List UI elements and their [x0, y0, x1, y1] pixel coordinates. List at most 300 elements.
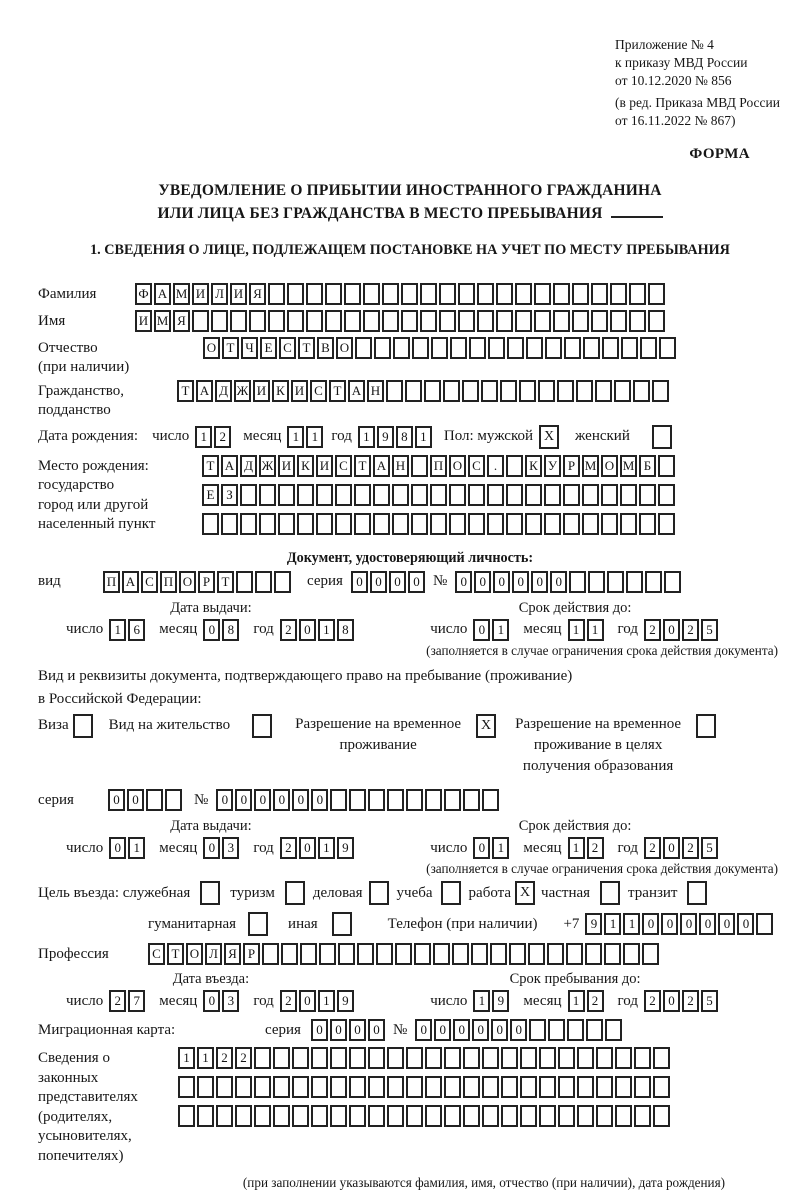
- char-box[interactable]: [469, 337, 486, 359]
- char-box[interactable]: [515, 283, 532, 305]
- char-box[interactable]: [659, 337, 676, 359]
- char-box[interactable]: А: [373, 455, 390, 477]
- char-box[interactable]: Н: [367, 380, 384, 402]
- char-box[interactable]: [545, 337, 562, 359]
- char-box[interactable]: [482, 1105, 499, 1127]
- char-box[interactable]: [259, 513, 276, 535]
- char-box[interactable]: И: [278, 455, 295, 477]
- char-box[interactable]: Т: [202, 455, 219, 477]
- char-box[interactable]: [600, 881, 620, 905]
- char-box[interactable]: Л: [211, 283, 228, 305]
- char-box[interactable]: [544, 484, 561, 506]
- char-box[interactable]: Ф: [135, 283, 152, 305]
- char-box[interactable]: [520, 1047, 537, 1069]
- char-box[interactable]: 0: [415, 1019, 432, 1041]
- char-box[interactable]: [482, 789, 499, 811]
- char-box[interactable]: [534, 310, 551, 332]
- char-box[interactable]: Т: [167, 943, 184, 965]
- char-box[interactable]: [382, 283, 399, 305]
- char-box[interactable]: П: [430, 455, 447, 477]
- char-box[interactable]: [335, 484, 352, 506]
- char-box[interactable]: [506, 484, 523, 506]
- char-box[interactable]: [634, 1047, 651, 1069]
- char-box[interactable]: Е: [202, 484, 219, 506]
- char-box[interactable]: 2: [644, 990, 661, 1012]
- char-box[interactable]: 0: [455, 571, 472, 593]
- char-box[interactable]: [452, 943, 469, 965]
- char-box[interactable]: 2: [644, 837, 661, 859]
- char-box[interactable]: [373, 484, 390, 506]
- char-box[interactable]: 0: [292, 789, 309, 811]
- char-box[interactable]: [506, 513, 523, 535]
- char-box[interactable]: [344, 310, 361, 332]
- char-box[interactable]: [406, 789, 423, 811]
- char-box[interactable]: [420, 310, 437, 332]
- char-box[interactable]: Т: [177, 380, 194, 402]
- char-box[interactable]: 0: [531, 571, 548, 593]
- char-box[interactable]: [450, 337, 467, 359]
- char-box[interactable]: 9: [585, 913, 602, 935]
- char-box[interactable]: [387, 1076, 404, 1098]
- char-box[interactable]: [292, 1047, 309, 1069]
- char-box[interactable]: И: [135, 310, 152, 332]
- char-box[interactable]: [626, 571, 643, 593]
- char-box[interactable]: [458, 310, 475, 332]
- char-box[interactable]: [653, 1105, 670, 1127]
- char-box[interactable]: [306, 310, 323, 332]
- char-box[interactable]: [387, 789, 404, 811]
- char-box[interactable]: [620, 484, 637, 506]
- char-box[interactable]: С: [335, 455, 352, 477]
- char-box[interactable]: [386, 380, 403, 402]
- char-box[interactable]: И: [291, 380, 308, 402]
- char-box[interactable]: 1: [306, 426, 323, 448]
- char-box[interactable]: [292, 1105, 309, 1127]
- char-box[interactable]: [202, 513, 219, 535]
- char-box[interactable]: [165, 789, 182, 811]
- char-box[interactable]: [411, 513, 428, 535]
- char-box[interactable]: К: [297, 455, 314, 477]
- char-box[interactable]: 0: [472, 1019, 489, 1041]
- char-box[interactable]: [500, 380, 517, 402]
- char-box[interactable]: [357, 943, 374, 965]
- char-box[interactable]: [615, 1105, 632, 1127]
- char-box[interactable]: [481, 380, 498, 402]
- char-box[interactable]: 0: [663, 837, 680, 859]
- char-box[interactable]: X: [515, 881, 535, 905]
- char-box[interactable]: 0: [109, 837, 126, 859]
- char-box[interactable]: [482, 1047, 499, 1069]
- char-box[interactable]: [615, 1047, 632, 1069]
- char-box[interactable]: [444, 789, 461, 811]
- char-box[interactable]: [439, 310, 456, 332]
- char-box[interactable]: [515, 310, 532, 332]
- char-box[interactable]: [287, 310, 304, 332]
- char-box[interactable]: [349, 1076, 366, 1098]
- char-box[interactable]: О: [601, 455, 618, 477]
- char-box[interactable]: [268, 310, 285, 332]
- char-box[interactable]: [633, 380, 650, 402]
- char-box[interactable]: 1: [492, 837, 509, 859]
- char-box[interactable]: [430, 484, 447, 506]
- char-box[interactable]: [648, 310, 665, 332]
- char-box[interactable]: [648, 283, 665, 305]
- char-box[interactable]: [240, 513, 257, 535]
- char-box[interactable]: С: [310, 380, 327, 402]
- char-box[interactable]: 8: [396, 426, 413, 448]
- char-box[interactable]: Р: [243, 943, 260, 965]
- char-box[interactable]: 2: [280, 619, 297, 641]
- char-box[interactable]: [401, 283, 418, 305]
- char-box[interactable]: [236, 571, 253, 593]
- char-box[interactable]: [252, 714, 272, 738]
- char-box[interactable]: [569, 571, 586, 593]
- char-box[interactable]: [368, 1105, 385, 1127]
- char-box[interactable]: [297, 484, 314, 506]
- char-box[interactable]: [577, 1047, 594, 1069]
- char-box[interactable]: [528, 943, 545, 965]
- char-box[interactable]: А: [348, 380, 365, 402]
- char-box[interactable]: 0: [493, 571, 510, 593]
- char-box[interactable]: [368, 789, 385, 811]
- char-box[interactable]: 9: [377, 426, 394, 448]
- char-box[interactable]: [577, 1076, 594, 1098]
- char-box[interactable]: Р: [563, 455, 580, 477]
- char-box[interactable]: [496, 283, 513, 305]
- char-box[interactable]: [178, 1076, 195, 1098]
- char-box[interactable]: [216, 1076, 233, 1098]
- char-box[interactable]: [316, 484, 333, 506]
- char-box[interactable]: 2: [682, 619, 699, 641]
- char-box[interactable]: [200, 881, 220, 905]
- char-box[interactable]: 0: [491, 1019, 508, 1041]
- char-box[interactable]: 2: [235, 1047, 252, 1069]
- char-box[interactable]: [577, 1105, 594, 1127]
- char-box[interactable]: Т: [222, 337, 239, 359]
- char-box[interactable]: [392, 484, 409, 506]
- char-box[interactable]: [529, 1019, 546, 1041]
- char-box[interactable]: [192, 310, 209, 332]
- char-box[interactable]: 2: [587, 990, 604, 1012]
- char-box[interactable]: [373, 513, 390, 535]
- char-box[interactable]: Т: [298, 337, 315, 359]
- char-box[interactable]: Ж: [234, 380, 251, 402]
- char-box[interactable]: [462, 380, 479, 402]
- char-box[interactable]: [591, 283, 608, 305]
- char-box[interactable]: X: [539, 425, 559, 449]
- char-box[interactable]: [254, 1105, 271, 1127]
- char-box[interactable]: 6: [128, 619, 145, 641]
- char-box[interactable]: [311, 1076, 328, 1098]
- char-box[interactable]: [596, 1047, 613, 1069]
- char-box[interactable]: [420, 283, 437, 305]
- char-box[interactable]: И: [192, 283, 209, 305]
- char-box[interactable]: 1: [604, 913, 621, 935]
- char-box[interactable]: [262, 943, 279, 965]
- char-box[interactable]: А: [196, 380, 213, 402]
- char-box[interactable]: [548, 1019, 565, 1041]
- char-box[interactable]: [255, 571, 272, 593]
- char-box[interactable]: 0: [434, 1019, 451, 1041]
- char-box[interactable]: М: [173, 283, 190, 305]
- char-box[interactable]: [640, 337, 657, 359]
- char-box[interactable]: [629, 310, 646, 332]
- char-box[interactable]: [316, 513, 333, 535]
- char-box[interactable]: [558, 1047, 575, 1069]
- char-box[interactable]: [463, 1105, 480, 1127]
- char-box[interactable]: [458, 283, 475, 305]
- char-box[interactable]: Н: [392, 455, 409, 477]
- char-box[interactable]: [623, 943, 640, 965]
- char-box[interactable]: [235, 1076, 252, 1098]
- char-box[interactable]: У: [544, 455, 561, 477]
- char-box[interactable]: 0: [351, 571, 368, 593]
- char-box[interactable]: 0: [273, 789, 290, 811]
- char-box[interactable]: [354, 513, 371, 535]
- char-box[interactable]: [330, 1105, 347, 1127]
- char-box[interactable]: 0: [368, 1019, 385, 1041]
- char-box[interactable]: 3: [222, 837, 239, 859]
- char-box[interactable]: [629, 283, 646, 305]
- char-box[interactable]: 0: [473, 837, 490, 859]
- char-box[interactable]: Т: [354, 455, 371, 477]
- char-box[interactable]: [449, 484, 466, 506]
- char-box[interactable]: И: [316, 455, 333, 477]
- char-box[interactable]: Т: [329, 380, 346, 402]
- char-box[interactable]: [406, 1076, 423, 1098]
- char-box[interactable]: О: [179, 571, 196, 593]
- char-box[interactable]: [274, 571, 291, 593]
- char-box[interactable]: [583, 337, 600, 359]
- char-box[interactable]: [652, 425, 672, 449]
- char-box[interactable]: 1: [109, 619, 126, 641]
- char-box[interactable]: [585, 943, 602, 965]
- char-box[interactable]: [349, 1105, 366, 1127]
- char-box[interactable]: [273, 1105, 290, 1127]
- char-box[interactable]: [468, 513, 485, 535]
- char-box[interactable]: [235, 1105, 252, 1127]
- char-box[interactable]: [259, 484, 276, 506]
- char-box[interactable]: [354, 484, 371, 506]
- char-box[interactable]: 1: [473, 990, 490, 1012]
- char-box[interactable]: [477, 310, 494, 332]
- char-box[interactable]: [634, 1105, 651, 1127]
- char-box[interactable]: Т: [217, 571, 234, 593]
- char-box[interactable]: Ж: [259, 455, 276, 477]
- char-box[interactable]: [197, 1105, 214, 1127]
- char-box[interactable]: 0: [663, 619, 680, 641]
- char-box[interactable]: [412, 337, 429, 359]
- char-box[interactable]: [567, 1019, 584, 1041]
- char-box[interactable]: [601, 484, 618, 506]
- char-box[interactable]: [487, 484, 504, 506]
- char-box[interactable]: [468, 484, 485, 506]
- char-box[interactable]: [368, 1047, 385, 1069]
- char-box[interactable]: [501, 1105, 518, 1127]
- char-box[interactable]: [401, 310, 418, 332]
- char-box[interactable]: Л: [205, 943, 222, 965]
- char-box[interactable]: [558, 1105, 575, 1127]
- char-box[interactable]: [614, 380, 631, 402]
- char-box[interactable]: П: [103, 571, 120, 593]
- char-box[interactable]: [591, 310, 608, 332]
- char-box[interactable]: 3: [222, 990, 239, 1012]
- char-box[interactable]: [441, 881, 461, 905]
- char-box[interactable]: [444, 1076, 461, 1098]
- char-box[interactable]: [287, 283, 304, 305]
- char-box[interactable]: В: [317, 337, 334, 359]
- char-box[interactable]: [249, 310, 266, 332]
- char-box[interactable]: 2: [280, 990, 297, 1012]
- char-box[interactable]: [547, 943, 564, 965]
- char-box[interactable]: 2: [216, 1047, 233, 1069]
- char-box[interactable]: 1: [318, 837, 335, 859]
- char-box[interactable]: 0: [510, 1019, 527, 1041]
- char-box[interactable]: [425, 1047, 442, 1069]
- char-box[interactable]: Б: [639, 455, 656, 477]
- char-box[interactable]: [425, 789, 442, 811]
- char-box[interactable]: [596, 1105, 613, 1127]
- char-box[interactable]: [588, 571, 605, 593]
- char-box[interactable]: О: [203, 337, 220, 359]
- char-box[interactable]: [477, 283, 494, 305]
- char-box[interactable]: 2: [682, 990, 699, 1012]
- char-box[interactable]: [544, 513, 561, 535]
- char-box[interactable]: 0: [680, 913, 697, 935]
- char-box[interactable]: [539, 1076, 556, 1098]
- char-box[interactable]: [292, 1076, 309, 1098]
- char-box[interactable]: [658, 484, 675, 506]
- char-box[interactable]: [424, 380, 441, 402]
- char-box[interactable]: О: [336, 337, 353, 359]
- char-box[interactable]: [558, 1076, 575, 1098]
- char-box[interactable]: [411, 455, 428, 477]
- char-box[interactable]: [582, 513, 599, 535]
- char-box[interactable]: Р: [198, 571, 215, 593]
- char-box[interactable]: [306, 283, 323, 305]
- char-box[interactable]: 0: [216, 789, 233, 811]
- char-box[interactable]: [564, 337, 581, 359]
- char-box[interactable]: 1: [128, 837, 145, 859]
- char-box[interactable]: М: [620, 455, 637, 477]
- char-box[interactable]: [496, 310, 513, 332]
- char-box[interactable]: [197, 1076, 214, 1098]
- char-box[interactable]: [525, 513, 542, 535]
- char-box[interactable]: 1: [623, 913, 640, 935]
- char-box[interactable]: [534, 283, 551, 305]
- char-box[interactable]: 1: [358, 426, 375, 448]
- char-box[interactable]: [319, 943, 336, 965]
- char-box[interactable]: 5: [701, 990, 718, 1012]
- char-box[interactable]: С: [279, 337, 296, 359]
- char-box[interactable]: [490, 943, 507, 965]
- char-box[interactable]: [254, 1076, 271, 1098]
- char-box[interactable]: [449, 513, 466, 535]
- char-box[interactable]: З: [221, 484, 238, 506]
- char-box[interactable]: [639, 513, 656, 535]
- char-box[interactable]: [369, 881, 389, 905]
- char-box[interactable]: 1: [197, 1047, 214, 1069]
- char-box[interactable]: [376, 943, 393, 965]
- char-box[interactable]: [382, 310, 399, 332]
- char-box[interactable]: [463, 789, 480, 811]
- char-box[interactable]: [431, 337, 448, 359]
- char-box[interactable]: [430, 513, 447, 535]
- char-box[interactable]: [471, 943, 488, 965]
- char-box[interactable]: [642, 943, 659, 965]
- char-box[interactable]: Е: [260, 337, 277, 359]
- char-box[interactable]: 0: [108, 789, 125, 811]
- char-box[interactable]: 5: [701, 837, 718, 859]
- char-box[interactable]: 1: [568, 990, 585, 1012]
- char-box[interactable]: [602, 337, 619, 359]
- char-box[interactable]: [311, 1105, 328, 1127]
- char-box[interactable]: [553, 310, 570, 332]
- char-box[interactable]: [387, 1105, 404, 1127]
- char-box[interactable]: [330, 789, 347, 811]
- char-box[interactable]: [248, 912, 268, 936]
- char-box[interactable]: [645, 571, 662, 593]
- char-box[interactable]: [756, 913, 773, 935]
- char-box[interactable]: 0: [370, 571, 387, 593]
- char-box[interactable]: [539, 1105, 556, 1127]
- char-box[interactable]: [349, 789, 366, 811]
- char-box[interactable]: [563, 484, 580, 506]
- char-box[interactable]: 1: [415, 426, 432, 448]
- char-box[interactable]: И: [230, 283, 247, 305]
- char-box[interactable]: [607, 571, 624, 593]
- char-box[interactable]: П: [160, 571, 177, 593]
- char-box[interactable]: Ч: [241, 337, 258, 359]
- char-box[interactable]: [576, 380, 593, 402]
- char-box[interactable]: 0: [311, 789, 328, 811]
- char-box[interactable]: 0: [389, 571, 406, 593]
- char-box[interactable]: О: [449, 455, 466, 477]
- char-box[interactable]: [240, 484, 257, 506]
- char-box[interactable]: [621, 337, 638, 359]
- char-box[interactable]: [392, 513, 409, 535]
- char-box[interactable]: [338, 943, 355, 965]
- char-box[interactable]: [639, 484, 656, 506]
- char-box[interactable]: [653, 1047, 670, 1069]
- char-box[interactable]: Я: [249, 283, 266, 305]
- char-box[interactable]: С: [148, 943, 165, 965]
- char-box[interactable]: [363, 283, 380, 305]
- char-box[interactable]: 2: [280, 837, 297, 859]
- char-box[interactable]: И: [253, 380, 270, 402]
- char-box[interactable]: 0: [299, 619, 316, 641]
- char-box[interactable]: С: [468, 455, 485, 477]
- char-box[interactable]: [664, 571, 681, 593]
- char-box[interactable]: 0: [699, 913, 716, 935]
- char-box[interactable]: 8: [222, 619, 239, 641]
- char-box[interactable]: [405, 380, 422, 402]
- char-box[interactable]: [463, 1076, 480, 1098]
- char-box[interactable]: [297, 513, 314, 535]
- char-box[interactable]: [254, 1047, 271, 1069]
- char-box[interactable]: Д: [240, 455, 257, 477]
- char-box[interactable]: 8: [337, 619, 354, 641]
- char-box[interactable]: [433, 943, 450, 965]
- char-box[interactable]: [687, 881, 707, 905]
- char-box[interactable]: [566, 943, 583, 965]
- char-box[interactable]: [487, 513, 504, 535]
- char-box[interactable]: [520, 1105, 537, 1127]
- char-box[interactable]: [374, 337, 391, 359]
- char-box[interactable]: [488, 337, 505, 359]
- char-box[interactable]: 1: [568, 619, 585, 641]
- char-box[interactable]: [520, 1076, 537, 1098]
